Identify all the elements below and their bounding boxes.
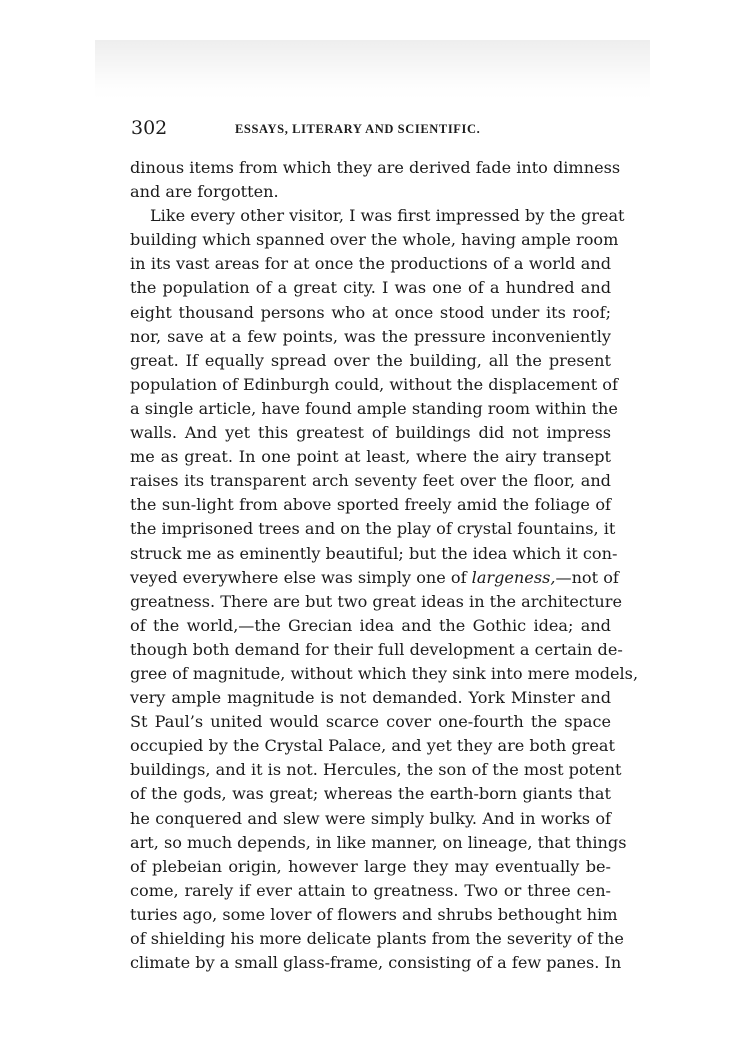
- text-line: occupied by the Crystal Palace, and yet they are both great: [130, 736, 615, 756]
- italic-word: largeness,: [471, 567, 556, 587]
- text-line: me as great. In one point at least, where the airy transept: [130, 447, 611, 467]
- text-line: climate by a small glass-frame, consisting of a few panes. In: [130, 953, 622, 973]
- body-text: [130, 156, 639, 975]
- text-line: of plebeian origin, however large they may eventually be-: [130, 856, 611, 876]
- text-line: he conquered and slew were simply bulky. And in works of: [130, 808, 611, 828]
- text-line: the sun-light from above sported freely amid the foliage of: [130, 495, 611, 515]
- text-line: building which spanned over the whole, having ample room: [130, 230, 619, 250]
- text-line: art, so much depends, in like manner, on lineage, that things: [130, 832, 627, 852]
- text-line: greatness. There are but two great ideas in the architecture: [130, 591, 623, 611]
- text-line: struck me as eminently beautiful; but the idea which it con-: [130, 543, 618, 563]
- text-line: very ample magnitude is not demanded. York Minster and: [130, 688, 611, 708]
- running-head: ESSAYS, LITERARY AND SCIENTIFIC.: [235, 122, 481, 136]
- text-line: come, rarely if ever attain to greatness. Two or three cen-: [130, 880, 611, 900]
- text-line: St Paul’s united would scarce cover one-fourth the space: [130, 712, 611, 732]
- text-line: the population of a great city. I was one of a hundred and: [130, 278, 611, 298]
- text-line: though both demand for their full development a certain de-: [130, 639, 623, 659]
- text-line: in its vast areas for at once the productions of a world and: [130, 254, 611, 274]
- text-line: gree of magnitude, without which they sink into mere models,: [130, 663, 639, 683]
- text-line: raises its transparent arch seventy feet over the floor, and: [130, 471, 611, 491]
- text-line: nor, save at a few points, was the pressure inconveniently: [130, 326, 611, 346]
- text-line: a single article, have found ample standing room within the: [130, 398, 618, 418]
- text-line: of the gods, was great; whereas the earth-born giants that: [130, 784, 611, 804]
- text-line: great. If equally spread over the building, all the present: [130, 350, 611, 370]
- text-line: eight thousand persons who at once stood under its roof;: [130, 302, 611, 322]
- scan-shadow: [95, 40, 650, 100]
- text-line: turies ago, some lover of flowers and shrubs bethought him: [130, 904, 618, 924]
- page-header: [131, 116, 611, 140]
- text-line: and are forgotten.: [130, 182, 279, 202]
- line-end: —not of: [555, 567, 619, 587]
- text-line: the imprisoned trees and on the play of crystal fountains, it: [130, 519, 616, 539]
- paragraph-first-line: Like every other visitor, I was first impressed by the great: [150, 206, 625, 226]
- text-line: of shielding his more delicate plants from the severity of the: [130, 929, 624, 948]
- text-line: of the world,—the Grecian idea and the Gothic idea; and: [130, 615, 611, 635]
- page-number: 302: [131, 117, 168, 139]
- text-line: walls. And yet this greatest of buildings did not impress: [130, 423, 611, 443]
- text-line: buildings, and it is not. Hercules, the son of the most potent: [130, 760, 622, 780]
- text-line: dinous items from which they are derived fade into dimness: [130, 158, 621, 177]
- line-start: veyed everywhere else was simply one of: [130, 567, 472, 587]
- text-line: population of Edinburgh could, without the displacement of: [130, 374, 618, 394]
- text-line-with-italic: [130, 566, 619, 590]
